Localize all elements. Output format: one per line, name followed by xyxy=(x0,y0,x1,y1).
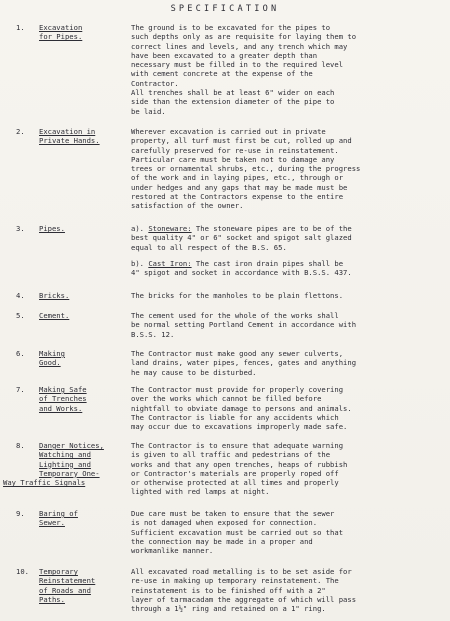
clause-heading: Baring of Sewer. xyxy=(39,509,78,528)
clause-heading: Excavation in Private Hands. xyxy=(39,127,100,146)
clause-body: Wherever excavation is carried out in private property, all turf must first be cut, rolled up and carefully preserved for re-use in reinstatement. Particular care must be taken not to damage any trees or ornamental shrubs, etc., during the progress of the work and in laying pipes, etc., through or under hedges and any gaps that may be made must be restored at the Contractors expense to the entire satisfaction of the owner. xyxy=(131,127,361,211)
clause-number: 10. xyxy=(16,567,29,576)
clause-number: 5. xyxy=(16,311,25,320)
clause-number: 8. xyxy=(16,441,25,450)
clause-heading: Making Good. xyxy=(39,349,65,368)
term-cast-iron: Cast Iron: xyxy=(148,258,192,268)
clause-number: 1. xyxy=(16,23,25,32)
clause-heading: Cement. xyxy=(39,311,70,320)
clause-body: The Contractor must make good any sewer culverts, land drains, water pipes, fences, gates and anything he may cause to be disturbed. xyxy=(131,349,357,377)
clause-heading: Temporary Reinstatement of Roads and Paths. xyxy=(39,567,96,604)
clause-heading: Danger Notices, Watching and Lighting and Temporary One- Way Traffic Signals xyxy=(3,441,104,488)
document-title: SPECIFICATION xyxy=(170,4,280,14)
term-stoneware: Stoneware: xyxy=(148,224,192,233)
clause-heading: Pipes. xyxy=(39,224,65,233)
clause-body: Due care must be taken to ensure that the sewer is not damaged when exposed for connection. Sufficient excavation must be carried out so that the connection may be made in a proper and workmanlike manner. xyxy=(131,509,344,556)
clause-body: All excavated road metalling is to be set aside for re-use in making up temporary reinstatement. The reinstatement is to be finished off with a 2" layer of tarmacadam the aggregate of which will pass through a 1½" ring and retained on a 1" ring. xyxy=(131,567,357,614)
clause-number: 4. xyxy=(16,291,25,300)
clause-body: a). Stoneware: The stoneware pipes are to be of the best quality 4" or 6" socket and spigot salt glazed equal to all respect of the B.S. 65. b). Cast Iron: The cast iron drain pipes shall be 4" spigot and socket in accordance with B.S.S. 437. xyxy=(131,224,352,278)
clause-heading: Bricks. xyxy=(39,291,70,300)
clause-heading: Making Safe of Trenches and Works. xyxy=(39,385,87,413)
clause-number: 3. xyxy=(16,224,25,233)
clause-body: The Contractor is to ensure that adequate warning is given to all traffic and pedestrians of the works and that any open trenches, heaps of rubbish or Contractor's materials are properly roped off or otherwise protected at all times and properly lighted with red lamps at night. xyxy=(131,441,348,497)
clause-number: 6. xyxy=(16,349,25,358)
clause-body: The ground is to be excavated for the pipes to such depths only as are requisite for laying them to correct lines and levels, and any trench which may have been excavated to a greater depth than necessary must be filled in to the required level with cement concrete at the expense of the Contractor. All trenches shall be at least 6" wider on each side than the extension diameter of the pipe to be laid. xyxy=(131,23,357,116)
clause-body: The bricks for the manholes to be plain flettons. xyxy=(131,291,344,300)
clause-body: The Contractor must provide for properly covering over the works which cannot be filled before nightfall to obviate damage to persons and animals. The Contractor is liable for any accidents which may occur due to excavations improperly made safe. xyxy=(131,385,352,432)
clause-number: 2. xyxy=(16,127,25,136)
clause-body: The cement used for the whole of the works shall be normal setting Portland Cement in accordance with B.S.S. 12. xyxy=(131,311,357,339)
clause-number: 9. xyxy=(16,509,25,518)
clause-number: 7. xyxy=(16,385,25,394)
clause-heading: Excavation for Pipes. xyxy=(39,23,83,42)
